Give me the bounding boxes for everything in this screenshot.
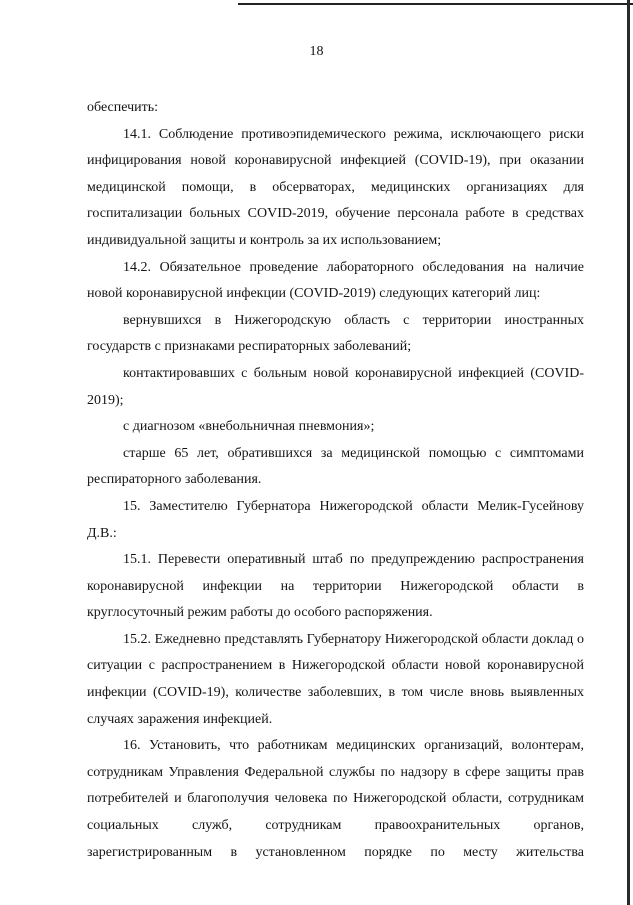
paragraph-15-1: 15.1. Перевести оперативный штаб по предупреждению распространения коронавирусной инфекции на территории Нижегородской области в круглосуточный режим работы до особого распоряжения.: [87, 552, 584, 621]
page-number: 18: [309, 44, 324, 59]
paragraph-intro: обеспечить:: [87, 100, 158, 115]
paragraph-pneumonia: с диагнозом «внебольничная пневмония»;: [123, 419, 375, 435]
paragraph-14-2: 14.2. Обязательное проведение лабораторного обследования на наличие новой коронавирусной инфекции (COVID-2019) следующих категорий лиц:: [87, 259, 584, 302]
paragraph-over-65: старше 65 лет, обратившихся за медицинской помощью с симптомами респираторного заболевания.: [87, 445, 584, 488]
paragraph-14-1: 14.1. Соблюдение противоэпидемического режима, исключающего риски инфицирования новой коронавирусной инфекцией (COVID-19), при оказании медицинской помощи, в обсерваторах, медицинских организациях для госпитализации больных COVID-2019, обучение персонала работе в средствах индивидуальной защиты и контроль за их использованием;: [87, 126, 584, 248]
scan-right-border: [627, 0, 630, 905]
paragraph-15: 15. Заместителю Губернатора Нижегородской области Мелик-Гусейнову Д.В.:: [87, 498, 584, 541]
paragraph-16: 16. Установить, что работникам медицинских организаций, волонтерам, сотрудникам Управления Федеральной службы по надзору в сфере защиты прав потребителей и благополучия человека по Нижегородской области, сотрудникам социальных служб, сотрудникам правоохранительных органов, зарегистрированным в установленном порядке по месту жительства: [87, 738, 584, 860]
paragraph-contacts: контактировавших с больным новой коронавирусной инфекцией (COVID-2019);: [87, 365, 584, 408]
paragraph-returned-travelers: вернувшихся в Нижегородскую область с территории иностранных государств с признаками респираторных заболеваний;: [87, 312, 584, 355]
scan-top-border: [238, 3, 633, 5]
paragraph-15-2: 15.2. Ежедневно представлять Губернатору Нижегородской области доклад о ситуации с распространением в Нижегородской области новой коронавирусной инфекции (COVID-19), количестве заболевших, в том числе вновь выявленных случаях заражения инфекцией.: [87, 631, 584, 727]
document-body: [87, 95, 584, 866]
